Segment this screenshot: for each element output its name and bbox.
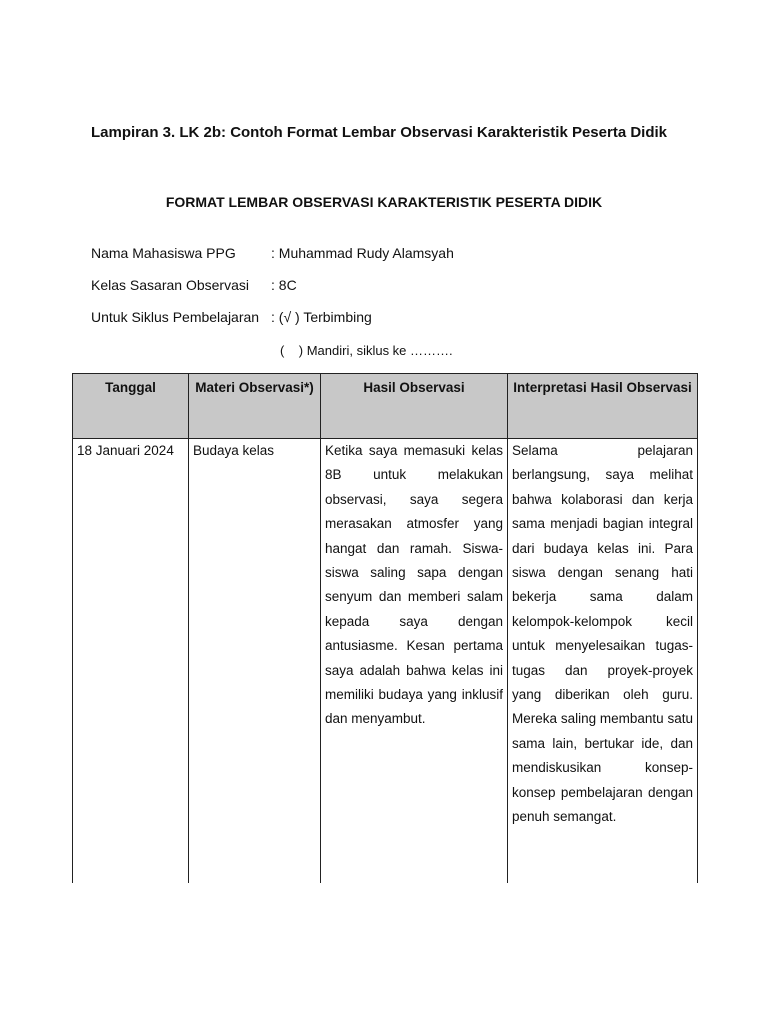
cell-date: 18 Januari 2024 — [73, 439, 189, 884]
table-header-row — [73, 374, 698, 439]
field-target-class — [91, 277, 297, 293]
form-title: FORMAT LEMBAR OBSERVASI KARAKTERISTIK PESERTA DIDIK — [165, 194, 603, 210]
observation-table — [72, 373, 698, 883]
option-mandiri: ( ) Mandiri, siklus ke ………. — [280, 343, 453, 358]
cell-result: Ketika saya memasuki kelas 8B untuk melakukan observasi, saya segera merasakan atmosfer yang hangat dan ramah. Siswa-siswa saling sapa dengan senyum dan memberi salam kepada saya dengan antusiasme. Kesan pertama saya adalah bahwa kelas ini memiliki budaya yang inklusif dan menyambut. — [321, 439, 508, 884]
field-value: : Muhammad Rudy Alamsyah — [271, 245, 454, 261]
table-row — [73, 439, 698, 884]
field-learning-cycle — [91, 309, 372, 325]
cell-material: Budaya kelas — [189, 439, 321, 884]
field-label: Untuk Siklus Pembelajaran — [91, 309, 260, 325]
header-date: Tanggal — [73, 374, 189, 439]
header-result: Hasil Observasi — [321, 374, 508, 439]
field-label: Nama Mahasiswa PPG — [91, 245, 236, 261]
page-heading: Lampiran 3. LK 2b: Contoh Format Lembar Observasi Karakteristik Peserta Didik — [91, 124, 668, 141]
cell-interpretation: Selama pelajaran berlangsung, saya melihat bahwa kolaborasi dan kerja sama menjadi bagian integral dari budaya kelas ini. Para siswa dengan senang hati bekerja sama dalam kelompok-kelompok kecil untuk menyelesaikan tugas-tugas dan proyek-proyek yang diberikan oleh guru. Mereka saling membantu satu sama lain, bertukar ide, dan mendiskusikan konsep-konsep pembelajaran dengan penuh semangat. — [508, 439, 698, 884]
header-material: Materi Observasi*) — [189, 374, 321, 439]
field-value: : (√ ) Terbimbing — [271, 309, 372, 325]
field-value: : 8C — [271, 277, 297, 293]
header-interpretation: Interpretasi Hasil Observasi — [508, 374, 698, 439]
field-student-name — [91, 245, 454, 261]
field-label: Kelas Sasaran Observasi — [91, 277, 249, 293]
